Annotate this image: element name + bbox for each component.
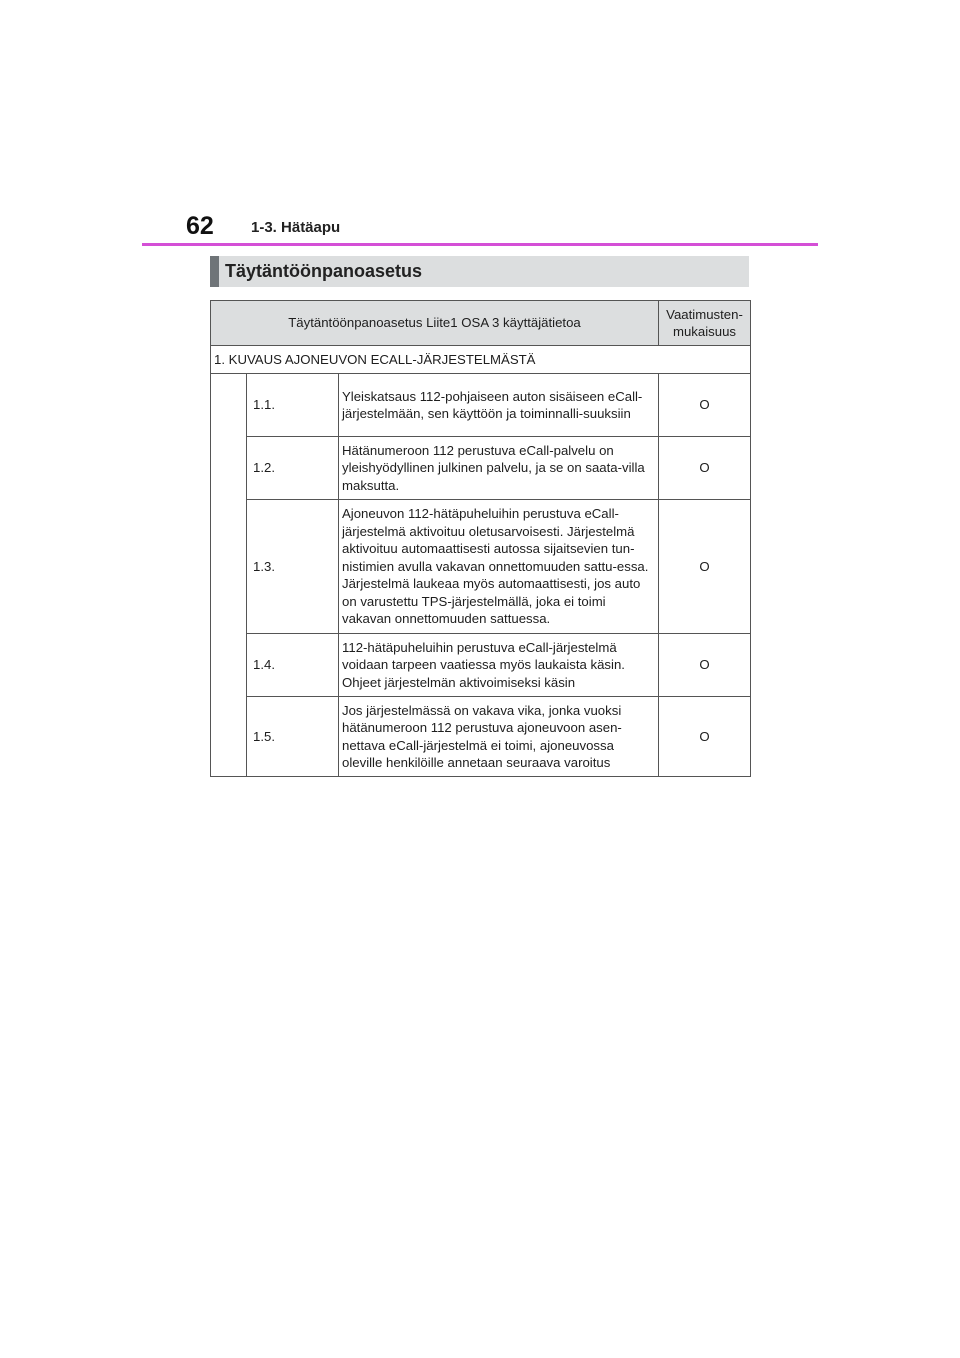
item-number: 1.2. — [247, 437, 339, 500]
page-number: 62 — [186, 212, 214, 240]
item-number: 1.5. — [247, 697, 339, 777]
item-number: 1.1. — [247, 374, 339, 437]
section-title: 1-3. Hätäapu — [251, 219, 341, 236]
indent-cell — [211, 374, 247, 777]
item-compliance: O — [659, 634, 751, 697]
column-header-regulation: Täytäntöönpanoasetus Liite1 OSA 3 käyttäjätietoa — [211, 301, 659, 346]
column-header-compliance-text: Vaatimusten-mukaisuus — [666, 307, 743, 339]
section-row — [211, 346, 751, 374]
table-row — [211, 500, 751, 634]
requirements-table — [210, 300, 751, 777]
box-title-bar — [210, 256, 749, 287]
table-header-row — [211, 301, 751, 346]
header-divider — [142, 243, 818, 246]
item-description: 112-hätäpuheluihin perustuva eCall-järjestelmä voidaan tarpeen vaatiessa myös laukaista käsin. Ohjeet järjestelmän aktivoimiseksi käsin — [339, 634, 659, 697]
table-row — [211, 697, 751, 777]
item-compliance: O — [659, 374, 751, 437]
item-number: 1.4. — [247, 634, 339, 697]
item-compliance: O — [659, 437, 751, 500]
box-title: Täytäntöönpanoasetus — [225, 261, 423, 281]
item-description: Ajoneuvon 112-hätäpuheluihin perustuva eCall-järjestelmä aktivoituu oletusarvoisesti. Järjestelmä aktivoituu automaattisesti autossa sijaitsevien tun-nistimien avulla vakavan onnettomuuden sattu-essa. Järjestelmä laukeaa myös automaattisesti, jos auto on varustettu TPS-järjestelmällä, joka ei toimi vakavan onnettomuuden sattuessa. — [339, 500, 659, 634]
item-compliance: O — [659, 500, 751, 634]
column-header-compliance — [659, 301, 751, 346]
item-number: 1.3. — [247, 500, 339, 634]
table-row — [211, 437, 751, 500]
item-compliance: O — [659, 697, 751, 777]
section-heading: 1. KUVAUS AJONEUVON ECALL-JÄRJESTELMÄSTÄ — [211, 346, 751, 374]
table-row — [211, 374, 751, 437]
item-description: Jos järjestelmässä on vakava vika, jonka vuoksi hätänumeroon 112 perustuva ajoneuvoon asen-nettava eCall-järjestelmä ei toimi, ajoneuvossa oleville henkilöille annetaan seuraava varoitus — [339, 697, 659, 777]
table-row — [211, 634, 751, 697]
item-description: Hätänumeroon 112 perustuva eCall-palvelu on yleishyödyllinen julkinen palvelu, ja se on saata-villa maksutta. — [339, 437, 659, 500]
item-description: Yleiskatsaus 112-pohjaiseen auton sisäiseen eCall-järjestelmään, sen käyttöön ja toiminnalli-suuksiin — [339, 374, 659, 437]
